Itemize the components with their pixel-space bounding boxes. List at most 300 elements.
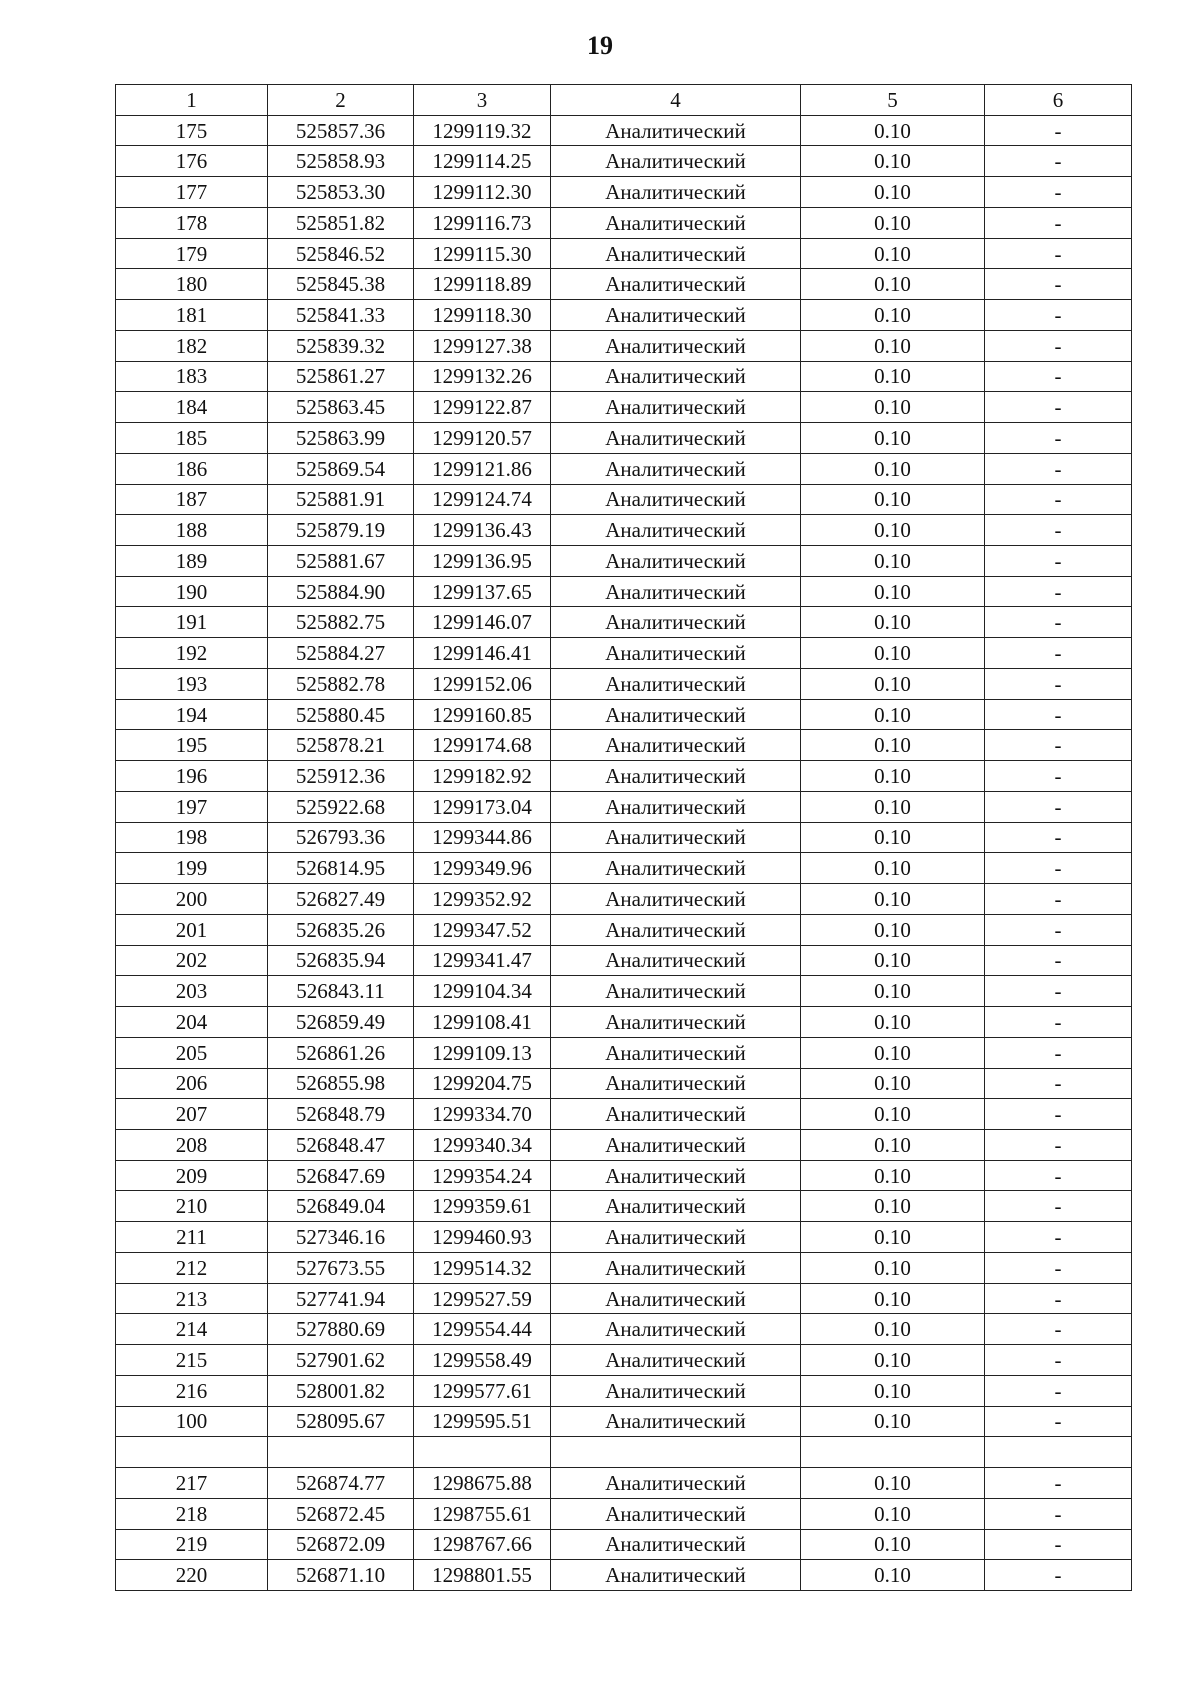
note-cell: - bbox=[985, 822, 1132, 853]
table-row bbox=[116, 1099, 1132, 1130]
table-row bbox=[116, 1437, 1132, 1468]
point-number-cell: 199 bbox=[116, 853, 268, 884]
point-number-cell: 175 bbox=[116, 115, 268, 146]
method-cell: Аналитический bbox=[551, 791, 801, 822]
y-coordinate-cell: 1299119.32 bbox=[414, 115, 551, 146]
table-row bbox=[116, 945, 1132, 976]
y-coordinate-cell: 1299112.30 bbox=[414, 177, 551, 208]
x-coordinate-cell: 525839.32 bbox=[268, 330, 414, 361]
y-coordinate-cell: 1299136.95 bbox=[414, 546, 551, 577]
table-row bbox=[116, 115, 1132, 146]
point-number-cell: 208 bbox=[116, 1129, 268, 1160]
point-number-cell: 177 bbox=[116, 177, 268, 208]
table-row bbox=[116, 1129, 1132, 1160]
note-cell: - bbox=[985, 976, 1132, 1007]
accuracy-cell: 0.10 bbox=[801, 361, 985, 392]
accuracy-cell: 0.10 bbox=[801, 1283, 985, 1314]
y-coordinate-cell: 1299577.61 bbox=[414, 1375, 551, 1406]
point-number-cell: 190 bbox=[116, 576, 268, 607]
method-cell: Аналитический bbox=[551, 1191, 801, 1222]
y-coordinate-cell bbox=[414, 1437, 551, 1468]
accuracy-cell: 0.10 bbox=[801, 1191, 985, 1222]
accuracy-cell: 0.10 bbox=[801, 914, 985, 945]
y-coordinate-cell: 1299120.57 bbox=[414, 423, 551, 454]
point-number-cell bbox=[116, 1437, 268, 1468]
point-number-cell: 182 bbox=[116, 330, 268, 361]
y-coordinate-cell: 1299554.44 bbox=[414, 1314, 551, 1345]
x-coordinate-cell: 526814.95 bbox=[268, 853, 414, 884]
note-cell: - bbox=[985, 1314, 1132, 1345]
table-row bbox=[116, 1191, 1132, 1222]
table-row bbox=[116, 361, 1132, 392]
note-cell: - bbox=[985, 269, 1132, 300]
accuracy-cell: 0.10 bbox=[801, 146, 985, 177]
point-number-cell: 200 bbox=[116, 884, 268, 915]
accuracy-cell: 0.10 bbox=[801, 453, 985, 484]
point-number-cell: 202 bbox=[116, 945, 268, 976]
accuracy-cell: 0.10 bbox=[801, 1252, 985, 1283]
y-coordinate-cell: 1299115.30 bbox=[414, 238, 551, 269]
note-cell: - bbox=[985, 300, 1132, 331]
note-cell: - bbox=[985, 668, 1132, 699]
point-number-cell: 178 bbox=[116, 207, 268, 238]
x-coordinate-cell: 525882.75 bbox=[268, 607, 414, 638]
x-coordinate-cell: 526848.79 bbox=[268, 1099, 414, 1130]
table-row bbox=[116, 330, 1132, 361]
accuracy-cell: 0.10 bbox=[801, 115, 985, 146]
note-cell: - bbox=[985, 1129, 1132, 1160]
accuracy-cell: 0.10 bbox=[801, 668, 985, 699]
table-row bbox=[116, 1007, 1132, 1038]
accuracy-cell: 0.10 bbox=[801, 1068, 985, 1099]
method-cell: Аналитический bbox=[551, 300, 801, 331]
y-coordinate-cell: 1298767.66 bbox=[414, 1529, 551, 1560]
point-number-cell: 203 bbox=[116, 976, 268, 1007]
method-cell: Аналитический bbox=[551, 1498, 801, 1529]
y-coordinate-cell: 1299174.68 bbox=[414, 730, 551, 761]
method-cell: Аналитический bbox=[551, 115, 801, 146]
method-cell: Аналитический bbox=[551, 1314, 801, 1345]
accuracy-cell: 0.10 bbox=[801, 576, 985, 607]
accuracy-cell: 0.10 bbox=[801, 1160, 985, 1191]
x-coordinate-cell: 525863.99 bbox=[268, 423, 414, 454]
y-coordinate-cell: 1299558.49 bbox=[414, 1345, 551, 1376]
method-cell: Аналитический bbox=[551, 1099, 801, 1130]
accuracy-cell: 0.10 bbox=[801, 1129, 985, 1160]
accuracy-cell: 0.10 bbox=[801, 546, 985, 577]
accuracy-cell: 0.10 bbox=[801, 1406, 985, 1437]
method-cell: Аналитический bbox=[551, 1375, 801, 1406]
point-number-cell: 213 bbox=[116, 1283, 268, 1314]
point-number-cell: 219 bbox=[116, 1529, 268, 1560]
y-coordinate-cell: 1298675.88 bbox=[414, 1468, 551, 1499]
accuracy-cell: 0.10 bbox=[801, 1560, 985, 1591]
note-cell: - bbox=[985, 1068, 1132, 1099]
note-cell: - bbox=[985, 576, 1132, 607]
x-coordinate-cell: 525863.45 bbox=[268, 392, 414, 423]
note-cell: - bbox=[985, 914, 1132, 945]
note-cell: - bbox=[985, 699, 1132, 730]
method-cell: Аналитический bbox=[551, 638, 801, 669]
accuracy-cell: 0.10 bbox=[801, 976, 985, 1007]
y-coordinate-cell: 1299108.41 bbox=[414, 1007, 551, 1038]
y-coordinate-cell: 1299116.73 bbox=[414, 207, 551, 238]
method-cell: Аналитический bbox=[551, 576, 801, 607]
method-cell: Аналитический bbox=[551, 822, 801, 853]
note-cell: - bbox=[985, 1375, 1132, 1406]
note-cell: - bbox=[985, 884, 1132, 915]
method-cell: Аналитический bbox=[551, 607, 801, 638]
method-cell: Аналитический bbox=[551, 1037, 801, 1068]
accuracy-cell: 0.10 bbox=[801, 515, 985, 546]
column-header-5: 5 bbox=[801, 85, 985, 116]
y-coordinate-cell: 1299359.61 bbox=[414, 1191, 551, 1222]
accuracy-cell: 0.10 bbox=[801, 791, 985, 822]
note-cell: - bbox=[985, 607, 1132, 638]
table-row bbox=[116, 207, 1132, 238]
point-number-cell: 218 bbox=[116, 1498, 268, 1529]
method-cell: Аналитический bbox=[551, 1406, 801, 1437]
point-number-cell: 193 bbox=[116, 668, 268, 699]
accuracy-cell: 0.10 bbox=[801, 945, 985, 976]
point-number-cell: 191 bbox=[116, 607, 268, 638]
table-row bbox=[116, 484, 1132, 515]
y-coordinate-cell: 1299527.59 bbox=[414, 1283, 551, 1314]
point-number-cell: 206 bbox=[116, 1068, 268, 1099]
table-row bbox=[116, 853, 1132, 884]
note-cell: - bbox=[985, 1498, 1132, 1529]
column-header-3: 3 bbox=[414, 85, 551, 116]
y-coordinate-cell: 1299160.85 bbox=[414, 699, 551, 730]
note-cell: - bbox=[985, 1007, 1132, 1038]
x-coordinate-cell: 526848.47 bbox=[268, 1129, 414, 1160]
y-coordinate-cell: 1299204.75 bbox=[414, 1068, 551, 1099]
method-cell: Аналитический bbox=[551, 1068, 801, 1099]
y-coordinate-cell: 1299182.92 bbox=[414, 761, 551, 792]
y-coordinate-cell: 1299352.92 bbox=[414, 884, 551, 915]
x-coordinate-cell: 525878.21 bbox=[268, 730, 414, 761]
method-cell: Аналитический bbox=[551, 546, 801, 577]
method-cell: Аналитический bbox=[551, 945, 801, 976]
point-number-cell: 186 bbox=[116, 453, 268, 484]
column-header-4: 4 bbox=[551, 85, 801, 116]
accuracy-cell: 0.10 bbox=[801, 884, 985, 915]
table-row bbox=[116, 269, 1132, 300]
x-coordinate-cell: 528001.82 bbox=[268, 1375, 414, 1406]
note-cell: - bbox=[985, 1037, 1132, 1068]
method-cell: Аналитический bbox=[551, 330, 801, 361]
method-cell: Аналитический bbox=[551, 177, 801, 208]
method-cell: Аналитический bbox=[551, 1222, 801, 1253]
table-row bbox=[116, 238, 1132, 269]
y-coordinate-cell: 1299460.93 bbox=[414, 1222, 551, 1253]
point-number-cell: 201 bbox=[116, 914, 268, 945]
point-number-cell: 181 bbox=[116, 300, 268, 331]
accuracy-cell: 0.10 bbox=[801, 1498, 985, 1529]
note-cell: - bbox=[985, 1222, 1132, 1253]
y-coordinate-cell: 1299340.34 bbox=[414, 1129, 551, 1160]
table-row bbox=[116, 300, 1132, 331]
accuracy-cell: 0.10 bbox=[801, 761, 985, 792]
table-row bbox=[116, 1560, 1132, 1591]
y-coordinate-cell: 1299334.70 bbox=[414, 1099, 551, 1130]
note-cell: - bbox=[985, 638, 1132, 669]
method-cell: Аналитический bbox=[551, 1160, 801, 1191]
point-number-cell: 176 bbox=[116, 146, 268, 177]
accuracy-cell: 0.10 bbox=[801, 699, 985, 730]
table-row bbox=[116, 761, 1132, 792]
y-coordinate-cell: 1299341.47 bbox=[414, 945, 551, 976]
method-cell: Аналитический bbox=[551, 884, 801, 915]
table-row bbox=[116, 730, 1132, 761]
accuracy-cell: 0.10 bbox=[801, 177, 985, 208]
note-cell: - bbox=[985, 1191, 1132, 1222]
x-coordinate-cell: 527901.62 bbox=[268, 1345, 414, 1376]
accuracy-cell: 0.10 bbox=[801, 607, 985, 638]
method-cell: Аналитический bbox=[551, 207, 801, 238]
y-coordinate-cell: 1299146.41 bbox=[414, 638, 551, 669]
x-coordinate-cell: 526872.45 bbox=[268, 1498, 414, 1529]
column-header-6: 6 bbox=[985, 85, 1132, 116]
table-row bbox=[116, 668, 1132, 699]
y-coordinate-cell: 1299104.34 bbox=[414, 976, 551, 1007]
table-row bbox=[116, 1252, 1132, 1283]
table-row bbox=[116, 638, 1132, 669]
note-cell: - bbox=[985, 1252, 1132, 1283]
method-cell: Аналитический bbox=[551, 1529, 801, 1560]
point-number-cell: 183 bbox=[116, 361, 268, 392]
method-cell: Аналитический bbox=[551, 730, 801, 761]
accuracy-cell: 0.10 bbox=[801, 484, 985, 515]
method-cell: Аналитический bbox=[551, 1283, 801, 1314]
note-cell: - bbox=[985, 361, 1132, 392]
method-cell: Аналитический bbox=[551, 914, 801, 945]
method-cell: Аналитический bbox=[551, 668, 801, 699]
table-row bbox=[116, 392, 1132, 423]
table-header-row bbox=[116, 85, 1132, 116]
y-coordinate-cell: 1299109.13 bbox=[414, 1037, 551, 1068]
accuracy-cell: 0.10 bbox=[801, 853, 985, 884]
x-coordinate-cell: 525846.52 bbox=[268, 238, 414, 269]
note-cell: - bbox=[985, 177, 1132, 208]
x-coordinate-cell bbox=[268, 1437, 414, 1468]
point-number-cell: 100 bbox=[116, 1406, 268, 1437]
table-row bbox=[116, 1037, 1132, 1068]
method-cell: Аналитический bbox=[551, 238, 801, 269]
y-coordinate-cell: 1299114.25 bbox=[414, 146, 551, 177]
x-coordinate-cell: 526835.26 bbox=[268, 914, 414, 945]
y-coordinate-cell: 1299137.65 bbox=[414, 576, 551, 607]
point-number-cell: 205 bbox=[116, 1037, 268, 1068]
x-coordinate-cell: 526843.11 bbox=[268, 976, 414, 1007]
point-number-cell: 195 bbox=[116, 730, 268, 761]
table-row bbox=[116, 576, 1132, 607]
table-row bbox=[116, 1160, 1132, 1191]
note-cell: - bbox=[985, 330, 1132, 361]
note-cell: - bbox=[985, 730, 1132, 761]
table-row bbox=[116, 822, 1132, 853]
table-row bbox=[116, 177, 1132, 208]
table-row bbox=[116, 546, 1132, 577]
note-cell bbox=[985, 1437, 1132, 1468]
method-cell: Аналитический bbox=[551, 1468, 801, 1499]
point-number-cell: 211 bbox=[116, 1222, 268, 1253]
point-number-cell: 209 bbox=[116, 1160, 268, 1191]
x-coordinate-cell: 527880.69 bbox=[268, 1314, 414, 1345]
table-row bbox=[116, 1345, 1132, 1376]
accuracy-cell: 0.10 bbox=[801, 1375, 985, 1406]
x-coordinate-cell: 525879.19 bbox=[268, 515, 414, 546]
y-coordinate-cell: 1299173.04 bbox=[414, 791, 551, 822]
accuracy-cell: 0.10 bbox=[801, 1037, 985, 1068]
x-coordinate-cell: 525881.67 bbox=[268, 546, 414, 577]
x-coordinate-cell: 526874.77 bbox=[268, 1468, 414, 1499]
x-coordinate-cell: 525912.36 bbox=[268, 761, 414, 792]
method-cell: Аналитический bbox=[551, 699, 801, 730]
point-number-cell: 204 bbox=[116, 1007, 268, 1038]
method-cell: Аналитический bbox=[551, 1129, 801, 1160]
method-cell: Аналитический bbox=[551, 1007, 801, 1038]
accuracy-cell: 0.10 bbox=[801, 1007, 985, 1038]
note-cell: - bbox=[985, 1468, 1132, 1499]
point-number-cell: 194 bbox=[116, 699, 268, 730]
x-coordinate-cell: 525869.54 bbox=[268, 453, 414, 484]
note-cell: - bbox=[985, 238, 1132, 269]
point-number-cell: 212 bbox=[116, 1252, 268, 1283]
point-number-cell: 216 bbox=[116, 1375, 268, 1406]
accuracy-cell: 0.10 bbox=[801, 238, 985, 269]
x-coordinate-cell: 526827.49 bbox=[268, 884, 414, 915]
accuracy-cell: 0.10 bbox=[801, 1099, 985, 1130]
y-coordinate-cell: 1299132.26 bbox=[414, 361, 551, 392]
table-row bbox=[116, 1468, 1132, 1499]
note-cell: - bbox=[985, 207, 1132, 238]
point-number-cell: 189 bbox=[116, 546, 268, 577]
accuracy-cell: 0.10 bbox=[801, 1314, 985, 1345]
x-coordinate-cell: 525858.93 bbox=[268, 146, 414, 177]
method-cell: Аналитический bbox=[551, 761, 801, 792]
point-number-cell: 207 bbox=[116, 1099, 268, 1130]
accuracy-cell: 0.10 bbox=[801, 730, 985, 761]
note-cell: - bbox=[985, 392, 1132, 423]
table-row bbox=[116, 1283, 1132, 1314]
accuracy-cell: 0.10 bbox=[801, 638, 985, 669]
x-coordinate-cell: 525922.68 bbox=[268, 791, 414, 822]
point-number-cell: 217 bbox=[116, 1468, 268, 1499]
x-coordinate-cell: 526835.94 bbox=[268, 945, 414, 976]
coordinates-table bbox=[115, 84, 1132, 1591]
point-number-cell: 180 bbox=[116, 269, 268, 300]
accuracy-cell bbox=[801, 1437, 985, 1468]
y-coordinate-cell: 1299122.87 bbox=[414, 392, 551, 423]
x-coordinate-cell: 526847.69 bbox=[268, 1160, 414, 1191]
table-row bbox=[116, 1406, 1132, 1437]
y-coordinate-cell: 1299347.52 bbox=[414, 914, 551, 945]
accuracy-cell: 0.10 bbox=[801, 1345, 985, 1376]
note-cell: - bbox=[985, 1099, 1132, 1130]
table-body bbox=[116, 115, 1132, 1590]
y-coordinate-cell: 1299118.30 bbox=[414, 300, 551, 331]
x-coordinate-cell: 525882.78 bbox=[268, 668, 414, 699]
note-cell: - bbox=[985, 484, 1132, 515]
note-cell: - bbox=[985, 945, 1132, 976]
accuracy-cell: 0.10 bbox=[801, 1222, 985, 1253]
x-coordinate-cell: 527673.55 bbox=[268, 1252, 414, 1283]
table-row bbox=[116, 914, 1132, 945]
y-coordinate-cell: 1299136.43 bbox=[414, 515, 551, 546]
note-cell: - bbox=[985, 1406, 1132, 1437]
note-cell: - bbox=[985, 515, 1132, 546]
x-coordinate-cell: 526872.09 bbox=[268, 1529, 414, 1560]
table-row bbox=[116, 884, 1132, 915]
x-coordinate-cell: 525845.38 bbox=[268, 269, 414, 300]
y-coordinate-cell: 1299354.24 bbox=[414, 1160, 551, 1191]
method-cell: Аналитический bbox=[551, 1560, 801, 1591]
y-coordinate-cell: 1299146.07 bbox=[414, 607, 551, 638]
accuracy-cell: 0.10 bbox=[801, 207, 985, 238]
x-coordinate-cell: 526871.10 bbox=[268, 1560, 414, 1591]
table-row bbox=[116, 1068, 1132, 1099]
note-cell: - bbox=[985, 1283, 1132, 1314]
table-row bbox=[116, 976, 1132, 1007]
y-coordinate-cell: 1298755.61 bbox=[414, 1498, 551, 1529]
method-cell: Аналитический bbox=[551, 453, 801, 484]
method-cell: Аналитический bbox=[551, 269, 801, 300]
note-cell: - bbox=[985, 1529, 1132, 1560]
point-number-cell: 215 bbox=[116, 1345, 268, 1376]
table-row bbox=[116, 791, 1132, 822]
table-row bbox=[116, 146, 1132, 177]
method-cell: Аналитический bbox=[551, 361, 801, 392]
method-cell: Аналитический bbox=[551, 515, 801, 546]
method-cell: Аналитический bbox=[551, 1252, 801, 1283]
table-row bbox=[116, 1529, 1132, 1560]
x-coordinate-cell: 525884.90 bbox=[268, 576, 414, 607]
table-row bbox=[116, 453, 1132, 484]
y-coordinate-cell: 1299118.89 bbox=[414, 269, 551, 300]
note-cell: - bbox=[985, 453, 1132, 484]
method-cell: Аналитический bbox=[551, 484, 801, 515]
point-number-cell: 196 bbox=[116, 761, 268, 792]
point-number-cell: 210 bbox=[116, 1191, 268, 1222]
x-coordinate-cell: 525841.33 bbox=[268, 300, 414, 331]
x-coordinate-cell: 525884.27 bbox=[268, 638, 414, 669]
accuracy-cell: 0.10 bbox=[801, 392, 985, 423]
x-coordinate-cell: 526859.49 bbox=[268, 1007, 414, 1038]
y-coordinate-cell: 1299127.38 bbox=[414, 330, 551, 361]
x-coordinate-cell: 527346.16 bbox=[268, 1222, 414, 1253]
y-coordinate-cell: 1298801.55 bbox=[414, 1560, 551, 1591]
table-row bbox=[116, 607, 1132, 638]
x-coordinate-cell: 525881.91 bbox=[268, 484, 414, 515]
table-row bbox=[116, 699, 1132, 730]
point-number-cell: 197 bbox=[116, 791, 268, 822]
method-cell: Аналитический bbox=[551, 853, 801, 884]
note-cell: - bbox=[985, 791, 1132, 822]
method-cell bbox=[551, 1437, 801, 1468]
x-coordinate-cell: 527741.94 bbox=[268, 1283, 414, 1314]
point-number-cell: 198 bbox=[116, 822, 268, 853]
point-number-cell: 214 bbox=[116, 1314, 268, 1345]
note-cell: - bbox=[985, 761, 1132, 792]
note-cell: - bbox=[985, 1160, 1132, 1191]
y-coordinate-cell: 1299349.96 bbox=[414, 853, 551, 884]
column-header-1: 1 bbox=[116, 85, 268, 116]
point-number-cell: 192 bbox=[116, 638, 268, 669]
point-number-cell: 188 bbox=[116, 515, 268, 546]
note-cell: - bbox=[985, 1345, 1132, 1376]
table-row bbox=[116, 1375, 1132, 1406]
